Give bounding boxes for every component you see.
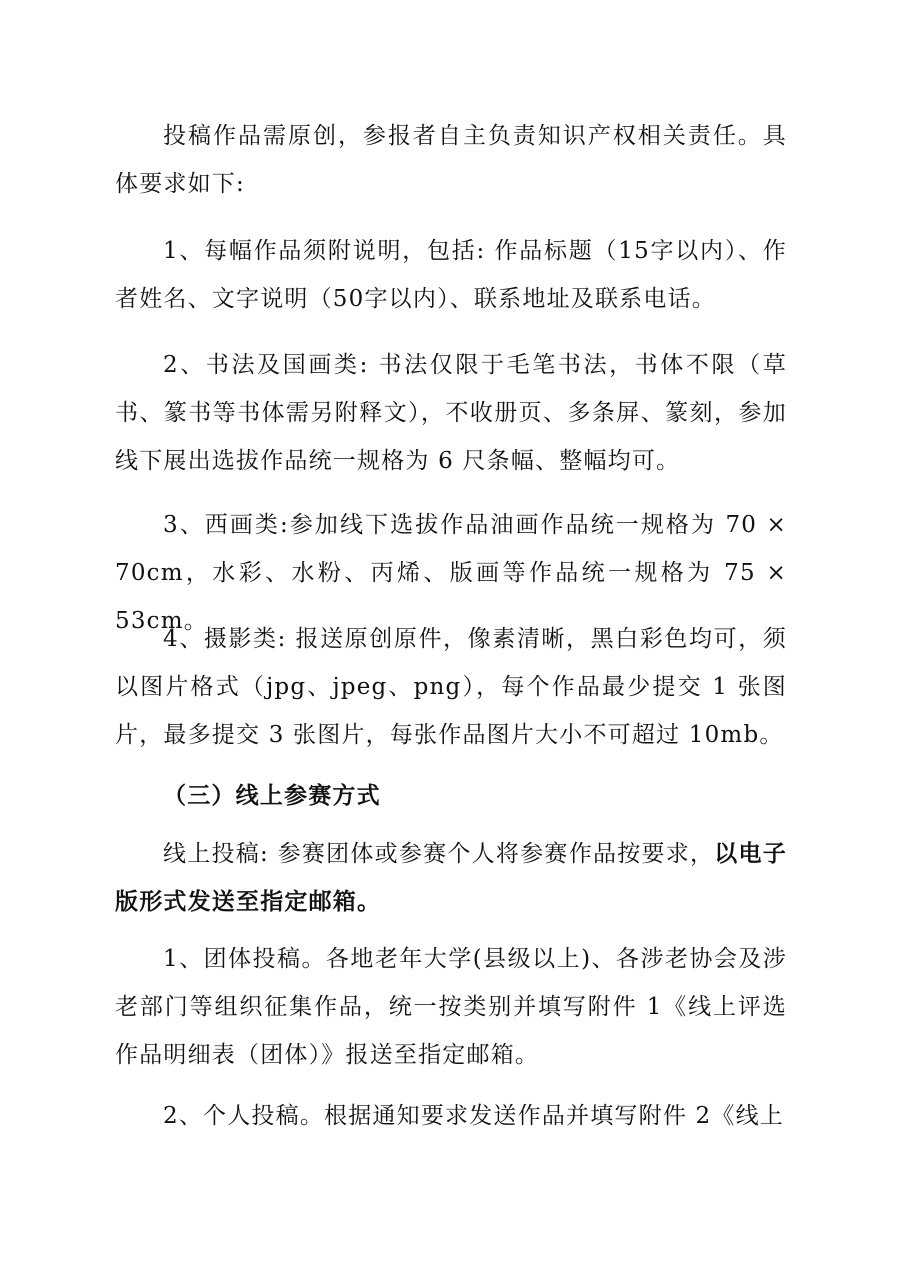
requirement-3-paragraph: 3、西画类:参加线下选拔作品油画作品统一规格为 70 × 70cm，水彩、水粉、丙烯、版画等作品统一规格为 75 × 53cm。 — [115, 512, 787, 634]
requirement-4-paragraph: 4、摄影类: 报送原创原件，像素清晰，黑白彩色均可，须以图片格式（jpg、jpeg、png），每个作品最少提交 1 张图片，最多提交 3 张图片，每张作品图片大小不可超过 10mb。 — [115, 626, 787, 748]
section-heading-online: （三）线上参赛方式 — [163, 783, 381, 809]
online-submission-emphasis: 以电子版形式发送至指定邮箱。 — [115, 841, 787, 915]
online-submission-text: 线上投稿: 参赛团体或参赛个人将参赛作品按要求， — [163, 841, 715, 867]
individual-submission-paragraph: 2、个人投稿。根据通知要求发送作品并填写附件 2《线上 — [163, 1103, 784, 1129]
requirement-1-paragraph: 1、每幅作品须附说明，包括: 作品标题（15字以内）、作者姓名、文字说明（50字以内）、联系地址及联系电话。 — [115, 238, 787, 312]
online-submission-paragraph — [115, 830, 787, 926]
intro-paragraph: 投稿作品需原创，参报者自主负责知识产权相关责任。具体要求如下: — [115, 123, 787, 197]
group-submission-paragraph: 1、团体投稿。各地老年大学(县级以上)、各涉老协会及涉老部门等组织征集作品，统一按类别并填写附件 1《线上评选作品明细表（团体）》报送至指定邮箱。 — [115, 946, 787, 1068]
requirement-2-paragraph: 2、书法及国画类: 书法仅限于毛笔书法，书体不限（草书、篆书等书体需另附释文），不收册页、多条屏、篆刻，参加线下展出选拔作品统一规格为 6 尺条幅、整幅均可。 — [115, 352, 787, 474]
